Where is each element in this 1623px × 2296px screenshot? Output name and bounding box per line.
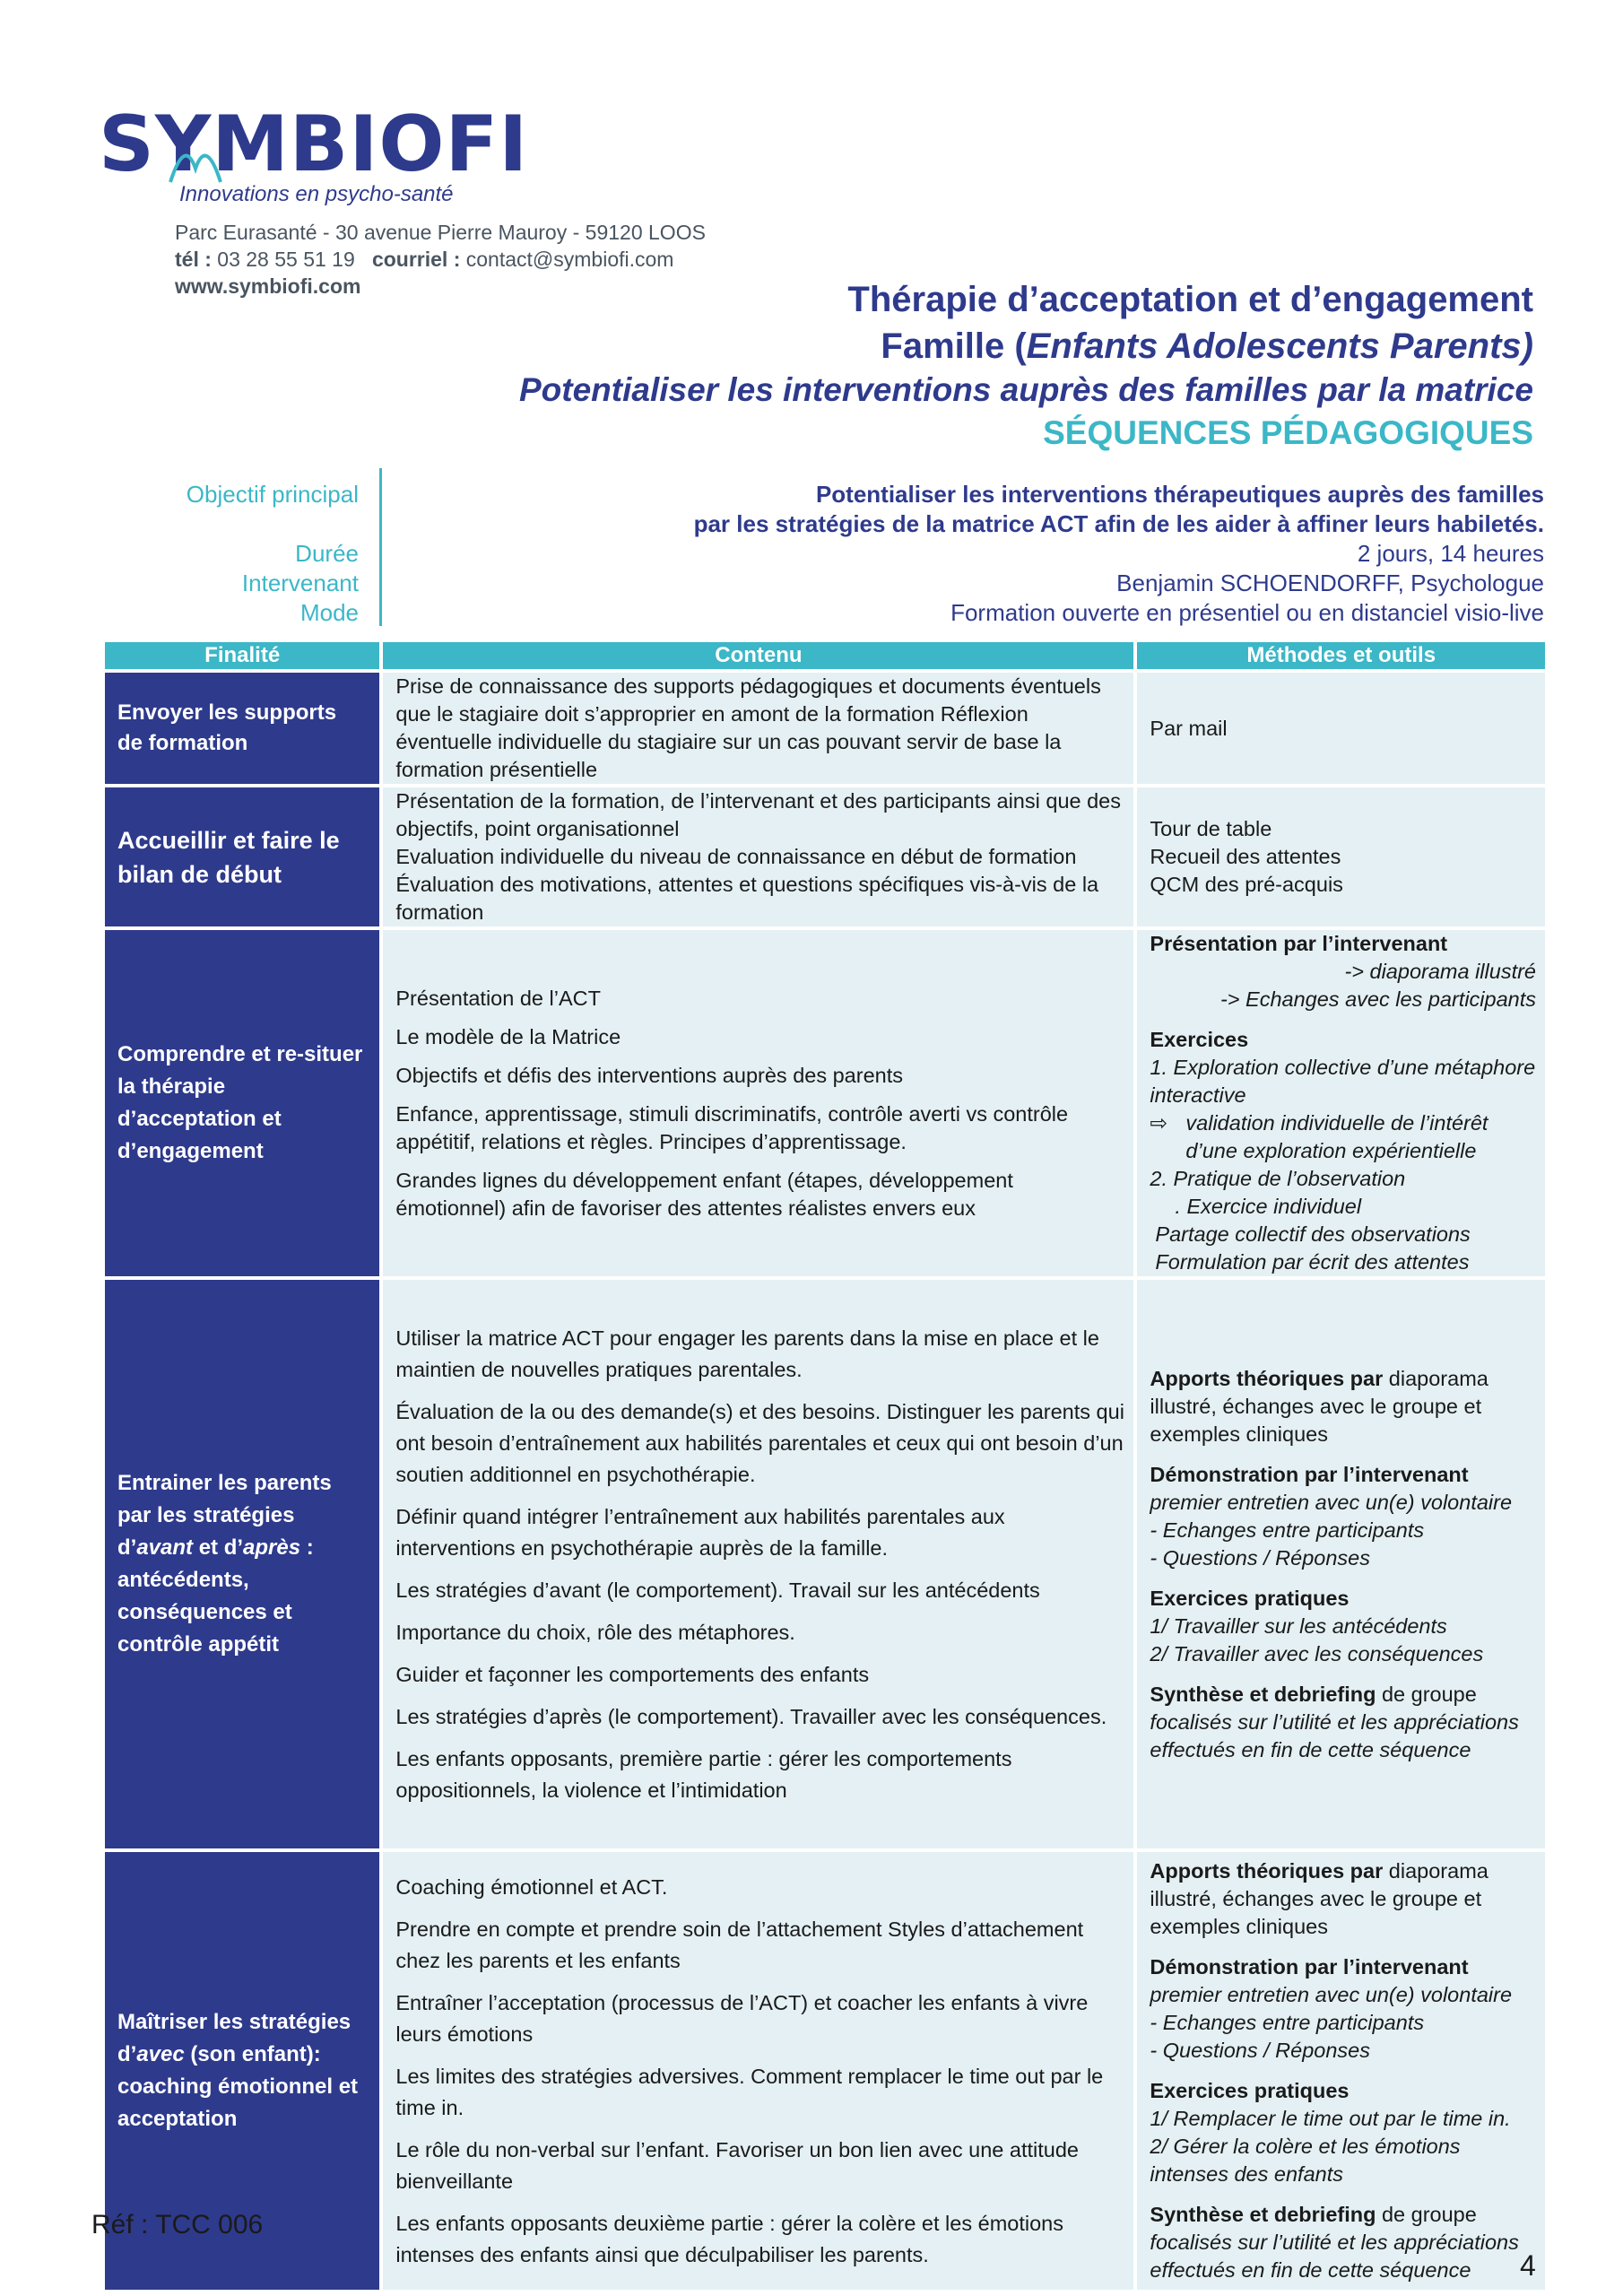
logo-wordmark: SYMBIOFI [99, 100, 529, 189]
logo-tagline: Innovations en psycho-santé [179, 182, 454, 206]
address-line: Parc Eurasanté - 30 avenue Pierre Mauroy - 59120 LOOS [175, 221, 706, 244]
methode-item: 2. Pratique de l’observation [1150, 1167, 1406, 1190]
methode-title: Démonstration par l’intervenant [1150, 1462, 1469, 1486]
title-line-3: Potentialiser les interventions auprès des familles par la matrice [518, 371, 1533, 408]
methode-block [1150, 1953, 1536, 2065]
methode-title: Exercices [1150, 1028, 1249, 1051]
table-row [105, 1280, 1545, 1848]
table-row [105, 1852, 1545, 2290]
contenu-text: Objectifs et défis des interventions auprès des parents [395, 1063, 903, 1087]
mail-label: courriel : [371, 248, 461, 271]
contenu-text: Prendre en compte et prendre soin de l’attachement Styles d’attachement chez les parents et les enfants [395, 1917, 1084, 1972]
reference-code: Réf : TCC 006 [91, 2210, 264, 2239]
methode-text: de groupe [1376, 1682, 1477, 1706]
contenu-cell [383, 787, 1133, 926]
contenu-text: Les stratégies d’avant (le comportement). Travail sur les antécédents [395, 1578, 1040, 1602]
methode-item: Tour de table [1150, 817, 1272, 840]
symbiofi-logo [99, 100, 529, 209]
arrow-right-icon: ⇨ [1150, 1111, 1168, 1135]
duration-label: Durée [295, 540, 359, 567]
speaker-label: Intervenant [241, 570, 359, 596]
contenu-text: Evaluation individuelle du niveau de connaissance en début de formation [395, 845, 1077, 868]
contenu-text: Le modèle de la Matrice [395, 1024, 621, 1048]
methode-text: diaporama illustré, échanges avec le groupe et exemples cliniques [1150, 1859, 1488, 1938]
finalite-text: après [243, 1535, 301, 1560]
methode-item: Formulation par écrit des attentes [1155, 1250, 1470, 1274]
contenu-text: Entraîner l’acceptation (processus de l’ACT) et coacher les enfants à vivre leurs émotions [395, 1990, 1089, 2046]
methodes-cell [1137, 787, 1545, 926]
finalite-text: Maîtriser les stratégies d’ [117, 2010, 352, 2066]
contenu-cell [383, 1852, 1133, 2290]
finalite-cell: Comprendre et re-situer la thérapie d’acceptation et d’engagement [105, 930, 379, 1276]
finalite-text: Entrainer les parents par les stratégies d’ [117, 1471, 332, 1560]
contenu-text: Coaching émotionnel et ACT. [395, 1874, 668, 1899]
methode-block [1150, 2077, 1536, 2188]
methode-item: Par mail [1150, 716, 1228, 740]
table-row [105, 787, 1545, 926]
methode-item: - Echanges entre participants [1150, 1518, 1425, 1542]
methode-item: . Exercice individuel [1175, 1195, 1362, 1218]
objective-value-2: par les stratégies de la matrice ACT afin de les aider à affiner leurs habiletés. [693, 510, 1544, 537]
mode-value: Formation ouverte en présentiel ou en distanciel visio-live [950, 599, 1544, 626]
methode-title: Apports théoriques par [1150, 1366, 1384, 1390]
methode-item: 1/ Remplacer le time out par le time in. [1150, 2107, 1511, 2130]
objective-label: Objectif principal [186, 481, 359, 508]
contenu-cell [383, 1280, 1133, 1848]
finalite-text: : antécédents, conséquences et contrôle appétit [117, 1535, 314, 1657]
contenu-text: Évaluation des motivations, attentes et questions spécifiques vis-à-vis de la formation [395, 873, 1099, 924]
contenu-text: Les stratégies d’après (le comportement). Travailler avec les conséquences. [395, 1704, 1107, 1728]
contenu-text: Prise de connaissance des supports pédagogiques et documents éventuels que le stagiaire doit s’approprier en amont de la formation Réflexion éventuelle individuelle du stagiaire sur un cas pouvant servir de base la formation présentielle [395, 674, 1101, 781]
finalite-text: avant [136, 1535, 194, 1560]
methode-text: premier entretien avec un(e) volontaire [1150, 1983, 1513, 2006]
header-methodes: Méthodes et outils [1137, 642, 1545, 669]
finalite-text: et d’ [193, 1535, 244, 1560]
methode-text: diaporama illustré, échanges avec le groupe et exemples cliniques [1150, 1366, 1488, 1446]
methode-title: Démonstration par l’intervenant [1150, 1955, 1469, 1979]
page-number: 4 [1520, 2249, 1536, 2282]
logo-swoosh-icon [169, 133, 222, 187]
contact-line [175, 248, 673, 272]
contenu-text: Guider et façonner les comportements des enfants [395, 1662, 870, 1686]
finalite-cell [105, 1280, 379, 1848]
mode-label: Mode [299, 599, 359, 626]
table-header-row [105, 642, 1545, 669]
methode-block [1150, 2201, 1536, 2284]
methode-item: Partage collectif des observations [1155, 1222, 1471, 1246]
title-line-2b: Enfants Adolescents Parents) [1026, 326, 1533, 366]
contenu-text: Les limites des stratégies adversives. Comment remplacer le time out par le time in. [395, 2064, 1104, 2119]
header-finalite: Finalité [105, 642, 379, 669]
objective-value-1: Potentialiser les interventions thérapeutiques auprès des familles [815, 481, 1544, 508]
website-link[interactable]: www.symbiofi.com [175, 274, 361, 298]
methode-block [1150, 1681, 1536, 1764]
methode-item: - Echanges entre participants [1150, 2011, 1425, 2034]
sequences-table [101, 639, 1549, 2293]
title-line-2a: Famille ( [881, 326, 1027, 366]
table-row [105, 673, 1545, 784]
contenu-text: Évaluation de la ou des demande(s) et des besoins. Distinguer les parents qui ont besoin d’entraînement aux habilités parentales et ceux qui ont besoin d’un soutien additionnel en psychothérapie. [395, 1399, 1124, 1486]
speaker-value: Benjamin SCHOENDORFF, Psychologue [1116, 570, 1544, 596]
contenu-text: Présentation de l’ACT [395, 986, 601, 1010]
tel-value: 03 28 55 51 19 [217, 248, 355, 271]
methode-title: Présentation par l’intervenant [1150, 932, 1448, 955]
methodes-cell [1137, 1280, 1545, 1848]
methode-block [1150, 1585, 1536, 1668]
methode-item: 2/ Travailler avec les conséquences [1150, 1641, 1484, 1665]
finalite-cell: Accueillir et faire le bilan de début [105, 787, 379, 926]
contenu-text: Les enfants opposants deuxième partie : gérer la colère et les émotions intenses des enfants ainsi que déculpabiliser les parents. [395, 2211, 1063, 2266]
header-contenu: Contenu [383, 642, 1133, 669]
title-line-1: Thérapie d’acceptation et d’engagement [847, 280, 1533, 319]
methode-item [1150, 1109, 1536, 1165]
methode-item: Recueil des attentes [1150, 845, 1341, 868]
methode-item: QCM des pré-acquis [1150, 873, 1343, 896]
contenu-text: Le rôle du non-verbal sur l’enfant. Favoriser un bon lien avec une attitude bienveillante [395, 2137, 1079, 2193]
methodes-cell [1137, 1852, 1545, 2290]
contenu-text: Les enfants opposants, première partie : gérer les comportements oppositionnels, la violence et l’intimidation [395, 1746, 1012, 1802]
methodes-cell [1137, 673, 1545, 784]
methode-item: -> Echanges avec les participants [1219, 987, 1536, 1011]
title-line-4: SÉQUENCES PÉDAGOGIQUES [1043, 414, 1533, 451]
methode-block [1150, 1461, 1536, 1572]
finalite-text: (son enfant): coaching émotionnel et acceptation [117, 2042, 359, 2131]
mail-value[interactable]: contact@symbiofi.com [465, 248, 674, 271]
methode-text: de groupe [1376, 2203, 1477, 2226]
methode-block [1150, 1857, 1536, 1941]
contenu-text: Définir quand intégrer l’entraînement aux habilités parentales aux interventions en psychothérapie auprès de la famille. [395, 1504, 1005, 1560]
methode-title: Exercices pratiques [1150, 2079, 1350, 2102]
methode-title: Synthèse et debriefing [1150, 2203, 1376, 2226]
methode-title: Apports théoriques par [1150, 1859, 1384, 1883]
finalite-text: avec [136, 2042, 185, 2066]
contenu-text: Présentation de la formation, de l’intervenant et des participants ainsi que des objectifs, point organisationnel [395, 789, 1122, 840]
methode-block [1150, 1365, 1536, 1448]
duration-value: 2 jours, 14 heures [1357, 540, 1544, 567]
methode-title: Exercices pratiques [1150, 1586, 1350, 1610]
info-separator [379, 468, 382, 626]
methode-item: 1/ Travailler sur les antécédents [1150, 1613, 1447, 1638]
methode-item: -> diaporama illustré [1344, 960, 1536, 983]
methode-item: - Questions / Réponses [1150, 2039, 1370, 2062]
methode-item-text: validation individuelle de l’intérêt d’une exploration expérientielle [1185, 1111, 1488, 1162]
methode-text: focalisés sur l’utilité et les appréciations effectués en fin de cette séquence [1150, 1709, 1519, 1761]
methode-text: premier entretien avec un(e) volontaire [1150, 1490, 1513, 1514]
methode-text: focalisés sur l’utilité et les appréciations effectués en fin de cette séquence [1150, 2231, 1519, 2282]
contenu-text: Enfance, apprentissage, stimuli discriminatifs, contrôle averti vs contrôle appétitif, relations et règles. Principes d’apprentissage. [395, 1101, 1069, 1153]
methode-item: - Questions / Réponses [1150, 1545, 1370, 1570]
contenu-text: Importance du choix, rôle des métaphores. [395, 1620, 795, 1644]
methode-title: Synthèse et debriefing [1150, 1682, 1376, 1706]
methode-item: 2/ Gérer la colère et les émotions intenses des enfants [1150, 2135, 1461, 2186]
methodes-cell [1137, 930, 1545, 1276]
title-line-2 [881, 326, 1533, 367]
table-row [105, 930, 1545, 1276]
methode-item: 1. Exploration collective d’une métaphore interactive [1150, 1056, 1536, 1107]
tel-label: tél : [175, 248, 212, 271]
contenu-cell [383, 930, 1133, 1276]
finalite-cell: Envoyer les supports de formation [105, 673, 379, 784]
contenu-text: Grandes lignes du développement enfant (étapes, développement émotionnel) afin de favoriser des attentes réalistes envers eux [395, 1168, 1013, 1220]
contenu-text: Utiliser la matrice ACT pour engager les parents dans la mise en place et le maintien de nouvelles pratiques parentales. [395, 1326, 1099, 1381]
contenu-cell [383, 673, 1133, 784]
